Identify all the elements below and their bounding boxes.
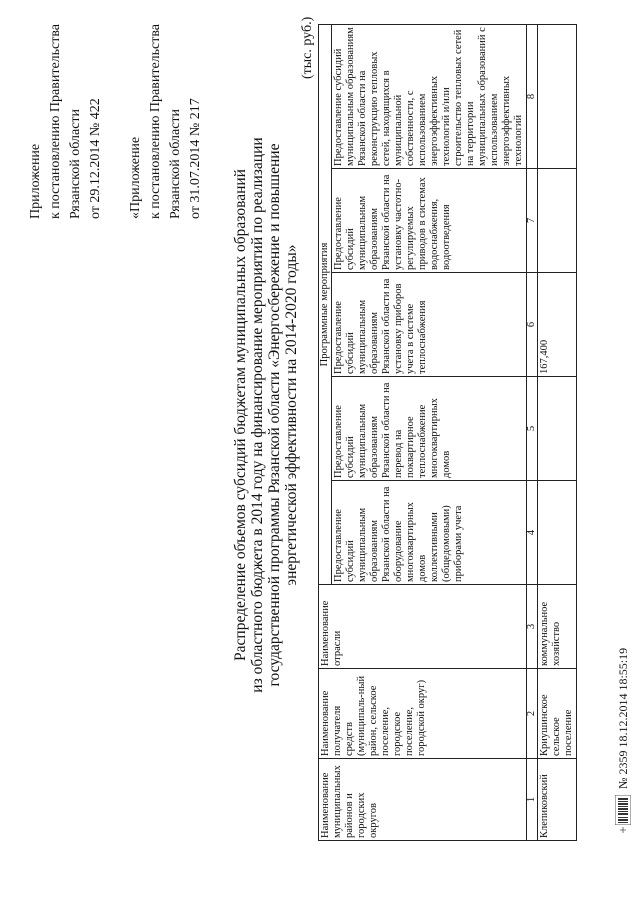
column-number: 6 — [527, 273, 538, 377]
title-line: государственной программы Рязанской области «Энергосбережение и повышение — [266, 143, 283, 687]
cell-heat-network — [538, 24, 577, 168]
column-header-frequency-drives: Предоставление субсидий муниципальным образованиям Рязанской области на установку частотно-регулируемых приводов в системах водоснабжения, водоотведения — [332, 169, 527, 273]
cell-heat-metering: 167,400 — [538, 273, 577, 377]
column-number: 8 — [527, 24, 538, 168]
barcode-icon — [615, 795, 631, 825]
appendix-region: Рязанской области — [168, 108, 183, 219]
title-line: энергетической эффективности на 2014-2020 годы» — [283, 244, 300, 586]
appendix-date-number: от 29.12.2014 № 422 — [88, 98, 103, 219]
document-title — [232, 135, 300, 695]
column-header-recipient: Наименование получателя средств (муниципаль-ный район, сельское поселение, городское поселение, городской округ) — [319, 669, 527, 759]
appendix-date-number: от 31.07.2014 № 217 — [188, 98, 203, 219]
column-number: 5 — [527, 377, 538, 481]
cell-frequency-drives — [538, 169, 577, 273]
column-number: 3 — [527, 585, 538, 669]
units-label: (тыс. руб.) — [300, 16, 315, 79]
title-line: из областного бюджета в 2014 году на финансирование мероприятий по реализации — [249, 137, 266, 693]
column-number: 2 — [527, 669, 538, 759]
cell-apartment-heating — [538, 377, 577, 481]
column-number: 1 — [527, 759, 538, 841]
cell-recipient: Криушинское сельское поселение — [538, 669, 577, 759]
appendix-header-current — [26, 24, 106, 219]
registration-footer — [612, 648, 634, 825]
group-header-program-measures: Программные мероприятия — [319, 24, 332, 584]
subsidy-table — [318, 24, 577, 841]
column-header-sector: Наименование отрасли — [319, 585, 527, 669]
appendix-label: Приложение — [28, 143, 43, 219]
column-header-heat-network: Предоставление субсидий муниципальным образованиям Рязанской области на реконструкцию тепловых сетей, находящихся в муниципальной собственности, с использованием энергоэффективных технологий и/или строительство тепловых сетей на территории муниципальных образований с использованием энергоэффективных технологий — [332, 24, 527, 168]
appendix-header-original — [126, 24, 206, 219]
column-number: 7 — [527, 169, 538, 273]
page-mark-icon — [618, 825, 628, 835]
cell-metering-devices — [538, 481, 577, 585]
column-header-district: Наименование муниципальных районов и городских округов — [319, 759, 527, 841]
table-row — [538, 24, 577, 840]
cell-district: Клепиковский — [538, 759, 577, 841]
registration-stamp: № 2359 18.12.2014 18:55:19 — [615, 647, 630, 789]
title-line: Распределение объемов субсидий бюджетам муниципальных образований — [232, 169, 249, 661]
appendix-resolution: к постановлению Правительства — [148, 23, 163, 219]
column-header-metering-devices: Предоставление субсидий муниципальным образованиям Рязанской области на оборудование многоквартирных домов коллективными (общедомовыми) приборами учета — [332, 481, 527, 585]
appendix-region: Рязанской области — [68, 108, 83, 219]
appendix-label: «Приложение — [128, 136, 143, 219]
appendix-resolution: к постановлению Правительства — [48, 23, 63, 219]
column-header-heat-metering: Предоставление субсидий муниципальным образованиям Рязанской области на установку приборов учета в системе теплоснабжения — [332, 273, 527, 377]
column-number: 4 — [527, 481, 538, 585]
cell-sector: коммунальное хозяйство — [538, 585, 577, 669]
column-header-apartment-heating: Предоставление субсидий муниципальным образованиям Рязанской области на перевод на поквартирное теплоснабжение многоквартирных домов — [332, 377, 527, 481]
